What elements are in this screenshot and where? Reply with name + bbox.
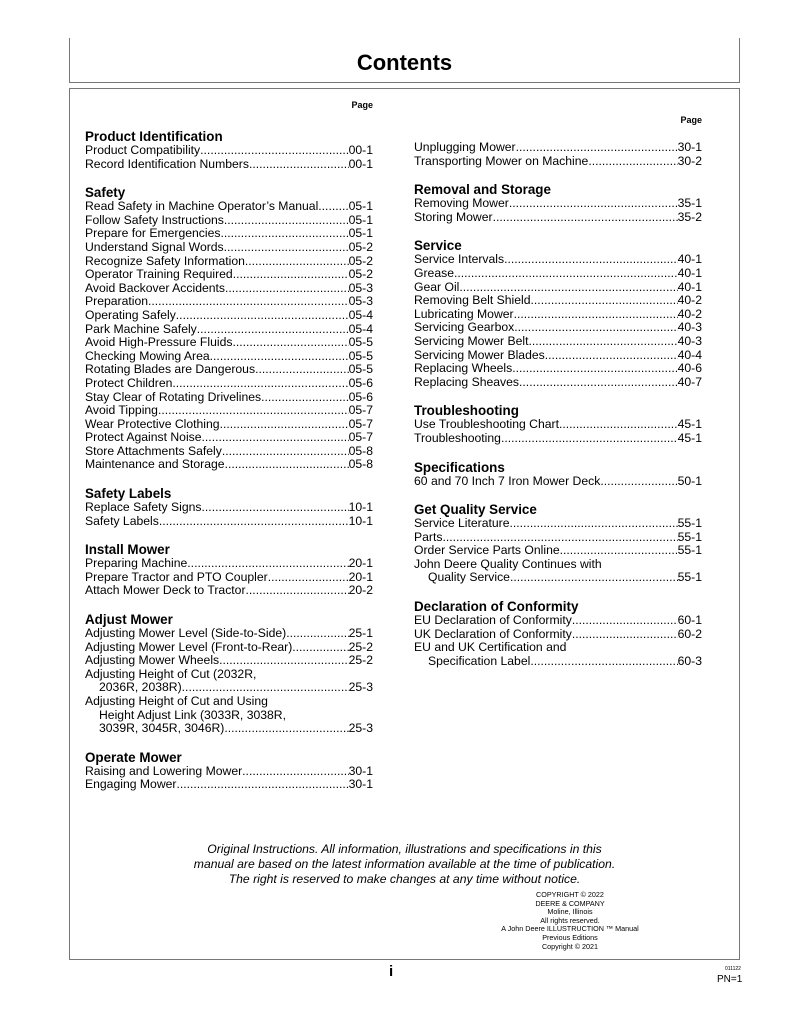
- dot-leader: [504, 253, 678, 267]
- toc-page-number: 10-1: [348, 513, 373, 528]
- copyright-line: COPYRIGHT © 2022: [536, 890, 604, 899]
- dot-leader: [176, 778, 348, 792]
- toc-entry-text: Raising and Lowering Mower: [85, 763, 243, 778]
- toc-entry-text: Product Compatibility: [85, 143, 201, 157]
- toc-entry-text: Adjusting Height of Cut (2032R,: [85, 666, 257, 681]
- copyright-line: All rights reserved.: [540, 915, 600, 925]
- toc-entry-text: Transporting Mower on Machine: [414, 153, 589, 168]
- dot-leader: [210, 350, 349, 364]
- toc-entry-text: Storing Mower: [414, 209, 493, 224]
- toc-entry-text: Service Literature: [414, 516, 510, 531]
- dot-leader: [292, 641, 348, 655]
- dot-leader: [516, 141, 678, 155]
- page-number: i: [389, 963, 394, 980]
- toc-page-number: 05-3: [348, 294, 373, 309]
- toc-entry-text: Adjusting Mower Wheels: [85, 653, 220, 668]
- toc-page-number: 05-8: [348, 457, 373, 472]
- toc-entry-text: Adjusting Mower Level (Front-to-Rear): [85, 639, 293, 654]
- toc-entry: [414, 294, 702, 308]
- dot-leader: [588, 155, 677, 169]
- toc-page-number: 25-3: [348, 680, 373, 695]
- section-title: Specifications: [414, 459, 505, 475]
- dot-leader: [600, 475, 677, 489]
- toc-page-number: 05-7: [348, 403, 373, 418]
- dot-leader: [220, 418, 349, 432]
- toc-entry-text: Avoid High-Pressure Fluids: [85, 335, 233, 350]
- toc-entry-text: Preparing Machine: [85, 556, 188, 571]
- toc-entry-text: Avoid Tipping: [85, 403, 158, 418]
- dot-leader: [220, 227, 348, 241]
- dot-leader: [519, 376, 678, 390]
- original-instructions-notice: [69, 842, 740, 887]
- dot-leader: [176, 309, 349, 323]
- toc-page-number: 20-2: [348, 583, 373, 598]
- toc-entry: [85, 778, 373, 792]
- toc-entry: [85, 404, 373, 418]
- dot-leader: [232, 336, 348, 350]
- toc-entry-text: Operating Safely: [85, 307, 176, 322]
- dot-leader: [318, 200, 348, 214]
- toc-page-number: 05-2: [348, 267, 373, 282]
- toc-entry-text: Quality Service: [428, 570, 510, 585]
- toc-page-number: 35-1: [677, 196, 702, 211]
- document-code: 011122: [725, 966, 741, 972]
- dot-leader: [159, 515, 349, 529]
- dot-leader: [501, 432, 678, 446]
- toc-entry-text: Recognize Safety Information: [85, 253, 245, 268]
- toc-entry: [414, 155, 702, 169]
- toc-page-number: 05-5: [348, 362, 373, 377]
- title-box: [69, 38, 740, 83]
- toc-entry: [414, 475, 702, 489]
- toc-entry-text: Read Safety in Machine Operator’s Manual: [85, 199, 319, 214]
- toc-entry: [414, 531, 702, 545]
- toc-page-number: 05-1: [348, 226, 373, 241]
- toc-entry-text: 2036R, 2038R): [99, 680, 182, 695]
- copyright-line: A John Deere ILLUSTRUCTION ™ Manual: [501, 924, 639, 934]
- toc-page-number: 25-1: [348, 626, 373, 641]
- toc-entry-text: Avoid Backover Accidents: [85, 280, 226, 295]
- toc-page-number: 40-4: [677, 347, 702, 362]
- toc-entry: [414, 376, 702, 390]
- toc-entry-text: Operator Training Required: [85, 267, 233, 282]
- toc-entry-text: Troubleshooting: [414, 430, 501, 445]
- page-column-label: Page: [680, 115, 702, 125]
- copyright-line: Copyright © 2021: [541, 941, 599, 951]
- dot-leader: [222, 445, 349, 459]
- toc-page-number: 40-2: [677, 306, 702, 321]
- toc-entry-text: Replacing Sheaves: [414, 374, 520, 389]
- toc-page-number: 40-3: [677, 333, 702, 348]
- toc-entry: [85, 571, 373, 585]
- title-divider: [69, 82, 740, 83]
- toc-entry: [85, 363, 373, 377]
- pn-label: PN=1: [717, 974, 743, 985]
- toc-entry-text: Service Intervals: [414, 252, 505, 267]
- toc-entry: [414, 335, 702, 349]
- right-column: [414, 114, 702, 668]
- dot-leader: [224, 722, 348, 736]
- toc-page-number: 60-3: [677, 653, 702, 668]
- toc-page-number: 05-5: [348, 335, 373, 350]
- toc-page-number: 35-2: [677, 209, 702, 224]
- toc-entry-text: Specification Label: [428, 653, 531, 668]
- dot-leader: [224, 241, 349, 255]
- toc-entry: [85, 584, 373, 598]
- section-title: Product Identification: [85, 129, 223, 144]
- toc-page-number: 20-1: [348, 556, 373, 571]
- toc-page-number: 10-1: [348, 500, 373, 515]
- toc-entry-text: Parts: [414, 529, 443, 544]
- toc-entry: [85, 722, 373, 736]
- toc-entry-text: John Deere Quality Continues with: [414, 556, 602, 571]
- section-title: Install Mower: [85, 542, 170, 558]
- toc-entry-text: Servicing Gearbox: [414, 320, 515, 335]
- toc-entry: [85, 627, 373, 641]
- section-title: Operate Mower: [85, 749, 182, 765]
- toc-page-number: 05-2: [348, 253, 373, 268]
- toc-entry: [414, 614, 702, 628]
- toc-entry-text: Lubricating Mower: [414, 306, 514, 321]
- toc-entry: [414, 253, 702, 267]
- copyright-line: DEERE & COMPANY: [535, 898, 605, 908]
- dot-leader: [242, 765, 348, 779]
- dot-leader: [514, 308, 678, 322]
- toc-page-number: 30-2: [677, 153, 702, 168]
- toc-entry-text: Adjusting Mower Level (Side-to-Side): [85, 626, 287, 641]
- toc-entry-text: Stay Clear of Rotating Drivelines: [85, 389, 262, 404]
- toc-page-number: 30-1: [348, 763, 373, 778]
- dot-leader: [510, 571, 678, 585]
- dot-leader: [572, 614, 678, 628]
- toc-entry: [85, 501, 373, 515]
- toc-entry-text: Servicing Mower Belt: [414, 333, 529, 348]
- toc-page-number: 05-2: [348, 239, 373, 254]
- toc-entry-text: Checking Mowing Area: [85, 348, 210, 363]
- toc-page-number: 55-1: [677, 543, 702, 558]
- toc-page-number: 05-7: [348, 430, 373, 445]
- toc-entry: [85, 158, 373, 172]
- toc-entry: [85, 336, 373, 350]
- toc-entry-text: EU Declaration of Conformity: [414, 613, 572, 628]
- toc-page-number: 40-1: [677, 252, 702, 267]
- toc-page-number: 45-1: [677, 430, 702, 445]
- notice-line: The right is reserved to make changes at any time without notice.: [228, 872, 581, 886]
- toc-entry: [85, 445, 373, 459]
- toc-page-number: 05-1: [348, 199, 373, 214]
- notice-line: Original Instructions. All information, illustrations and specifications in this: [207, 842, 602, 856]
- toc-entry: [85, 282, 373, 296]
- toc-page-number: 45-1: [677, 417, 702, 432]
- dot-leader: [528, 335, 677, 349]
- dot-leader: [559, 418, 678, 432]
- dot-leader: [531, 294, 678, 308]
- toc-entry: [414, 267, 702, 281]
- dot-leader: [249, 158, 349, 172]
- dot-leader: [514, 321, 677, 335]
- toc-entry-text: Preparation: [85, 294, 149, 309]
- toc-entry: [414, 141, 702, 155]
- dot-leader: [219, 654, 348, 668]
- toc-entry: [85, 418, 373, 432]
- dot-leader: [182, 681, 349, 695]
- toc-entry-text: 3039R, 3045R, 3046R): [99, 721, 225, 736]
- section-title: Get Quality Service: [414, 502, 537, 518]
- toc-entry: [85, 557, 373, 571]
- dot-leader: [158, 404, 349, 418]
- toc-entry: [85, 323, 373, 337]
- toc-entry-text: Rotating Blades are Dangerous: [85, 362, 256, 377]
- toc-page-number: 60-2: [677, 626, 702, 641]
- dot-leader: [187, 557, 348, 571]
- dot-leader: [202, 501, 349, 515]
- toc-page-number: 30-1: [677, 140, 702, 154]
- toc-entry: [85, 654, 373, 668]
- toc-entry-text: Protect Against Noise: [85, 430, 202, 445]
- toc-entry: [85, 241, 373, 255]
- toc-entry: [85, 458, 373, 472]
- dot-leader: [560, 544, 678, 558]
- toc-entry-text: EU and UK Certification and: [414, 640, 567, 655]
- toc-entry-text: Gear Oil: [414, 279, 460, 294]
- dot-leader: [545, 349, 678, 363]
- toc-entry: [414, 362, 702, 376]
- toc-page-number: 50-1: [677, 473, 702, 488]
- toc-entry-text: Wear Protective Clothing: [85, 416, 220, 431]
- dot-leader: [225, 282, 349, 296]
- section-title: Declaration of Conformity: [414, 599, 579, 615]
- dot-leader: [148, 295, 349, 309]
- toc-entry: [85, 431, 373, 445]
- toc-page-number: 05-3: [348, 280, 373, 295]
- toc-page-number: 55-1: [677, 516, 702, 531]
- section-title: Adjust Mower: [85, 612, 173, 628]
- toc-page-number: 05-4: [348, 307, 373, 322]
- toc-page-number: 20-1: [348, 569, 373, 584]
- toc-entry-text: Removing Mower: [414, 196, 509, 211]
- toc-entry: [85, 268, 373, 282]
- toc-page-number: 40-2: [677, 293, 702, 308]
- toc-entry-text: Safety Labels: [85, 513, 159, 528]
- toc-entry: [85, 144, 373, 158]
- toc-entry-text: Prepare Tractor and PTO Coupler: [85, 569, 268, 584]
- toc-entry: [85, 255, 373, 269]
- toc-entry-text: Record Identification Numbers: [85, 156, 249, 171]
- toc-page-number: 05-7: [348, 416, 373, 431]
- toc-entry-text: Park Machine Safely: [85, 321, 197, 336]
- toc-entry-text: Use Troubleshooting Chart: [414, 417, 559, 432]
- dot-leader: [246, 584, 349, 598]
- toc-entry: [414, 544, 702, 558]
- section-title: Safety: [85, 185, 126, 201]
- toc-entry: [414, 418, 702, 432]
- toc-page-number: 05-6: [348, 389, 373, 404]
- page-column-label: Page: [351, 100, 373, 110]
- left-column: [85, 99, 373, 792]
- toc-page-number: 25-2: [348, 639, 373, 654]
- toc-entry: [414, 628, 702, 642]
- toc-entry: [85, 200, 373, 214]
- dot-leader: [530, 655, 677, 669]
- dot-leader: [233, 268, 349, 282]
- dot-leader: [268, 571, 349, 585]
- toc-entry: [414, 281, 702, 295]
- toc-page-number: 25-2: [348, 653, 373, 668]
- toc-entry: [85, 515, 373, 529]
- toc-page-number: 00-1: [348, 156, 373, 171]
- dot-leader: [255, 363, 349, 377]
- dot-leader: [261, 391, 348, 405]
- toc-entry-text: Understand Signal Words: [85, 239, 224, 254]
- dot-leader: [459, 281, 677, 295]
- toc-entry: [85, 295, 373, 309]
- toc-entry: [85, 227, 373, 241]
- toc-page-number: 40-3: [677, 320, 702, 335]
- dot-leader: [510, 517, 678, 531]
- section-title: Troubleshooting: [414, 403, 519, 419]
- toc-entry: [85, 765, 373, 779]
- section-title: Removal and Storage: [414, 182, 551, 198]
- toc-entry-text: UK Declaration of Conformity: [414, 626, 572, 641]
- toc-entry-text: Order Service Parts Online: [414, 543, 560, 558]
- toc-page-number: 00-1: [348, 143, 373, 157]
- toc-entry: [85, 350, 373, 364]
- toc-entry: [85, 309, 373, 323]
- toc-entry-text: Store Attachments Safely: [85, 443, 222, 458]
- toc-entry-text: Replacing Wheels: [414, 361, 513, 376]
- toc-entry-text: Maintenance and Storage: [85, 457, 225, 472]
- toc-page-number: 40-1: [677, 265, 702, 280]
- toc-page-number: 05-5: [348, 348, 373, 363]
- toc-page-number: 05-8: [348, 443, 373, 458]
- toc-page-number: 05-6: [348, 375, 373, 390]
- toc-entry: [414, 211, 702, 225]
- section-title: Service: [414, 238, 462, 254]
- toc-page-number: 05-1: [348, 212, 373, 227]
- dot-leader: [225, 458, 349, 472]
- dot-leader: [442, 531, 677, 545]
- dot-leader: [245, 255, 349, 269]
- toc-entry-text: Protect Children: [85, 375, 173, 390]
- dot-leader: [454, 267, 678, 281]
- copyright-block: [480, 891, 660, 951]
- toc-entry-text: Unplugging Mower: [414, 140, 516, 154]
- copyright-line: Moline, Illinois: [547, 907, 593, 917]
- toc-page-number: 40-7: [677, 374, 702, 389]
- dot-leader: [509, 197, 678, 211]
- toc-entry: [85, 391, 373, 405]
- dot-leader: [493, 211, 678, 225]
- toc-entry-text: Attach Mower Deck to Tractor: [85, 583, 246, 598]
- toc-page-number: 25-3: [348, 721, 373, 736]
- toc-entry-text: Prepare for Emergencies: [85, 226, 221, 241]
- toc-entry: [414, 571, 702, 585]
- toc-entry: [85, 641, 373, 655]
- toc-entry-text: Adjusting Height of Cut and Using: [85, 694, 268, 708]
- toc-page-number: 55-1: [677, 529, 702, 544]
- section-title: Safety Labels: [85, 486, 172, 502]
- toc-entry-text: Height Adjust Link (3033R, 3038R,: [99, 707, 286, 722]
- notice-line: manual are based on the latest information available at the time of publication.: [193, 857, 616, 871]
- toc-entry: [414, 655, 702, 669]
- page-title: Contents: [356, 50, 453, 75]
- toc-page-number: 60-1: [677, 613, 702, 628]
- copyright-line: Previous Editions: [542, 932, 598, 942]
- toc-entry-text: Follow Safety Instructions: [85, 212, 224, 227]
- toc-entry: [414, 432, 702, 446]
- dot-leader: [172, 377, 348, 391]
- dot-leader: [224, 214, 349, 228]
- dot-leader: [197, 323, 349, 337]
- toc-entry: [414, 197, 702, 211]
- toc-entry-text: Grease: [414, 265, 454, 280]
- dot-leader: [286, 627, 348, 641]
- toc-page-number: 55-1: [677, 570, 702, 585]
- toc-entry: [85, 214, 373, 228]
- toc-entry: [414, 349, 702, 363]
- dot-leader: [200, 144, 348, 158]
- dot-leader: [202, 431, 349, 445]
- toc-entry-text: Removing Belt Shield: [414, 293, 531, 308]
- toc-page-number: 05-4: [348, 321, 373, 336]
- toc-entry-text: Engaging Mower: [85, 777, 177, 792]
- toc-entry-text: Servicing Mower Blades: [414, 347, 545, 362]
- toc-page-number: 40-6: [677, 361, 702, 376]
- toc-entry: [85, 681, 373, 695]
- dot-leader: [572, 628, 678, 642]
- toc-page-number: 30-1: [348, 777, 373, 792]
- dot-leader: [512, 362, 677, 376]
- toc-entry: [414, 308, 702, 322]
- toc-entry: [414, 321, 702, 335]
- toc-page-number: 40-1: [677, 279, 702, 294]
- toc-entry-text: Replace Safety Signs: [85, 500, 202, 515]
- toc-entry-text: 60 and 70 Inch 7 Iron Mower Deck: [414, 473, 601, 488]
- toc-entry: [414, 517, 702, 531]
- toc-entry: [85, 377, 373, 391]
